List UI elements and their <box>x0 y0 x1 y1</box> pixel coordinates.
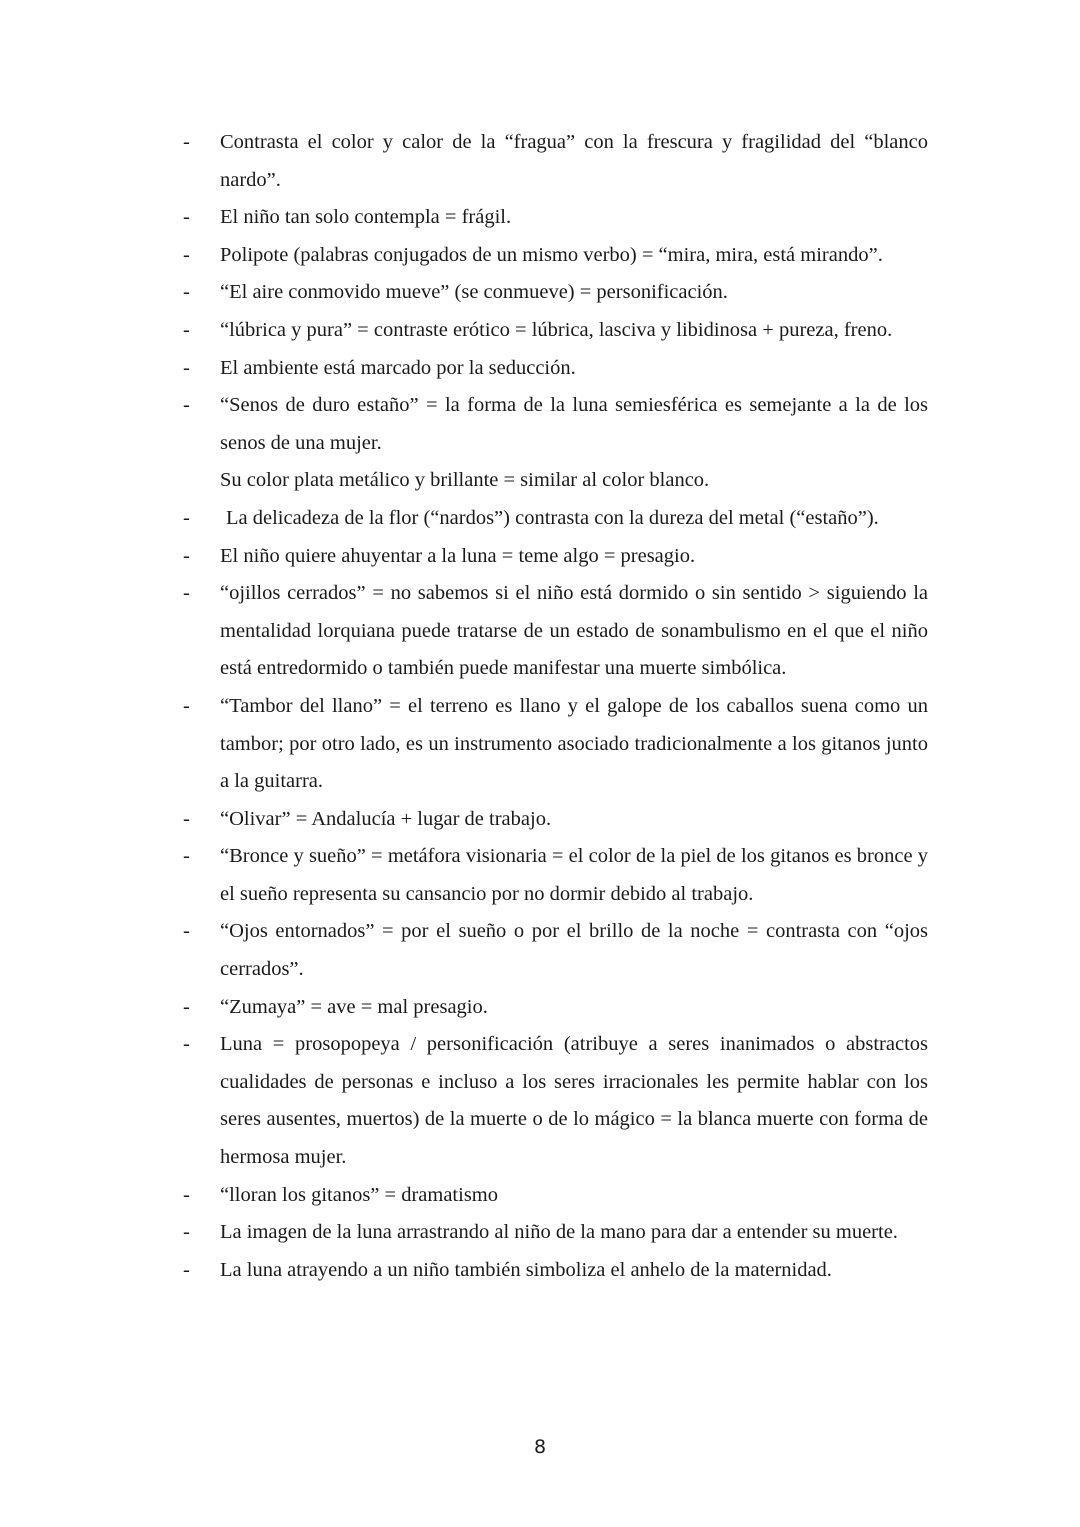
list-item <box>183 1252 928 1290</box>
list-item-text: “Ojos entornados” = por el sueño o por el brillo de la noche = contrasta con “ojos cerrados”. <box>220 920 928 981</box>
list-item <box>183 124 928 199</box>
list-item-text: “lloran los gitanos” = dramatismo <box>220 1183 499 1206</box>
bullet-dash: - <box>183 243 190 266</box>
list-item-text: El ambiente está marcado por la seducción. <box>220 356 576 379</box>
list-item <box>183 688 928 801</box>
bullet-dash: - <box>183 920 190 943</box>
list-item-text: “Tambor del llano” = el terreno es llano y el galope de los caballos suena como un tambor; por otro lado, es un instrumento asociado tradicionalmente a los gitanos junto a la guitarra. <box>220 694 928 793</box>
bullet-dash: - <box>183 995 190 1018</box>
list-item <box>183 274 928 312</box>
list-item-text: “Olivar” = Andalucía + lugar de trabajo. <box>220 807 552 830</box>
list-item <box>183 1214 928 1252</box>
bullet-dash: - <box>183 1258 190 1281</box>
list-item <box>183 350 928 388</box>
bullet-dash: - <box>183 807 190 830</box>
list-item <box>183 538 928 576</box>
bullet-dash: - <box>183 1221 190 1244</box>
list-item <box>183 237 928 275</box>
list-item <box>183 575 928 688</box>
list-item-text: La luna atrayendo a un niño también simboliza el anhelo de la maternidad. <box>220 1258 832 1281</box>
list-item-text: Su color plata metálico y brillante = similar al color blanco. <box>220 469 710 492</box>
bullet-dash: - <box>183 131 190 153</box>
list-item-text: “ojillos cerrados” = no sabemos si el niño está dormido o sin sentido > siguiendo la mentalidad lorquiana puede tratarse de un estado de sonambulismo en el que el niño está entredormido o también puede manifestar una muerte simbólica. <box>220 582 928 680</box>
list-item-text: “Senos de duro estaño” = la forma de la luna semiesférica es semejante a la de los senos de una mujer. <box>220 394 928 454</box>
list-item-text: La delicadeza de la flor (“nardos”) contrasta con la dureza del metal (“estaño”). <box>226 506 879 529</box>
list-item <box>183 199 928 237</box>
list-item <box>183 387 928 462</box>
bullet-dash: - <box>183 318 190 341</box>
bullet-dash: - <box>183 394 190 417</box>
list-item-text: Luna = prosopopeya / personificación (atribuye a seres inanimados o abstractos cualidades de personas e incluso a los seres irracionales les permite hablar con los seres ausentes, muertos) de la muerte o de lo mágico = la blanca muerte con forma de hermosa mujer. <box>220 1033 928 1169</box>
list-item-text: “Zumaya” = ave = mal presagio. <box>220 995 488 1018</box>
list-item-text: “lúbrica y pura” = contraste erótico = lúbrica, lasciva y libidinosa + pureza, freno. <box>220 318 893 341</box>
list-item <box>183 801 928 839</box>
list-item <box>183 312 928 350</box>
bullet-dash: - <box>183 1183 190 1206</box>
bullet-dash: - <box>183 356 190 379</box>
bullet-dash: - <box>183 582 190 605</box>
list-item-text: “El aire conmovido mueve” (se conmueve) = personificación. <box>220 281 728 304</box>
list-item-text: Contrasta el color y calor de la “fragua” con la frescura y fragilidad del “blanco nardo”. <box>220 131 928 191</box>
list-item <box>183 500 928 538</box>
bullet-dash: - <box>183 845 190 868</box>
list-item-text: El niño quiere ahuyentar a la luna = teme algo = presagio. <box>220 544 696 567</box>
list-item-text: La imagen de la luna arrastrando al niño de la mano para dar a entender su muerte. <box>220 1221 898 1244</box>
list-item-text: Polipote (palabras conjugados de un mismo verbo) = “mira, mira, está mirando”. <box>220 243 883 266</box>
list-item <box>183 913 928 988</box>
list-item <box>183 1177 928 1215</box>
bullet-dash: - <box>183 1033 190 1056</box>
list-item <box>183 989 928 1027</box>
list-item-text: “Bronce y sueño” = metáfora visionaria = el color de la piel de los gitanos es bronce y el sueño representa su cansancio por no dormir debido al trabajo. <box>220 845 928 905</box>
list-item <box>183 1026 928 1176</box>
bullet-dash: - <box>183 206 190 229</box>
list-item-text: El niño tan solo contempla = frágil. <box>220 206 512 229</box>
notes-list <box>183 124 928 1289</box>
bullet-dash: - <box>183 506 190 529</box>
list-item <box>183 838 928 913</box>
list-item-continuation <box>183 462 928 500</box>
bullet-dash: - <box>183 281 190 304</box>
bullet-dash: - <box>183 694 190 717</box>
bullet-dash: - <box>183 544 190 567</box>
page-number: 8 <box>533 1436 547 1458</box>
